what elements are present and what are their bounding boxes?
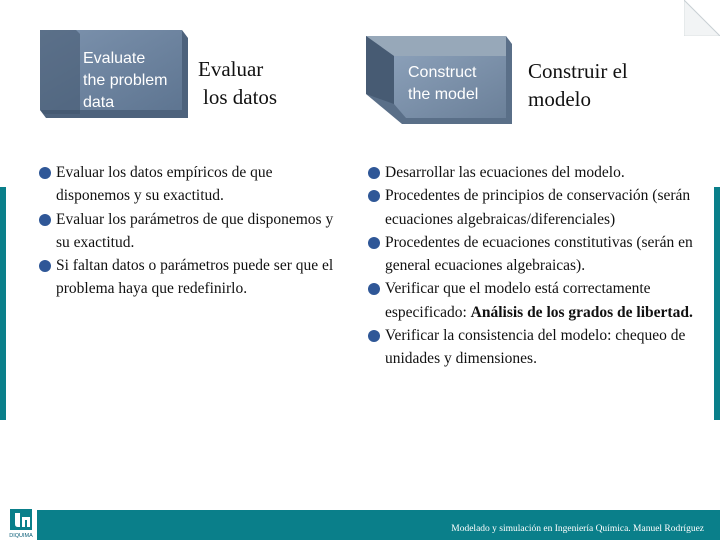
bullet-text: Desarrollar las ecuaciones del modelo. — [385, 164, 625, 181]
bullet-text: Si faltan datos o parámetros puede ser que el problema haya que redefinirlo. — [56, 257, 334, 298]
bullet-text: Procedentes de ecuaciones constitutivas (serán en general ecuaciones algebraicas). — [385, 233, 693, 275]
right-side-bar — [714, 187, 720, 420]
left-heading-line-2: los datos — [203, 85, 278, 109]
construct-model-box — [366, 36, 512, 126]
construct-box-line-2: the model — [408, 86, 479, 103]
corner-fold — [684, 0, 720, 36]
footer-text: Modelado y simulación en Ingeniería Química. Manuel Rodríguez — [451, 524, 704, 534]
list-item — [39, 161, 339, 208]
bullet-text: Evaluar los parámetros de que disponemos y su exactitud. — [56, 210, 334, 251]
svg-text:DIQUIMA: DIQUIMA — [9, 533, 33, 539]
diquima-logo — [6, 507, 36, 539]
bullet-text: Procedentes de principios de conservación (serán ecuaciones algebraicas/diferenciales) — [385, 187, 691, 228]
right-heading-line-2: modelo — [528, 87, 591, 111]
evaluate-data-box — [40, 30, 188, 120]
list-item — [368, 324, 704, 371]
construct-box-label — [408, 62, 478, 106]
list-item — [39, 208, 339, 255]
left-column-heading — [198, 55, 277, 111]
list-item — [368, 231, 704, 278]
evaluate-box-line-1: Evaluate — [83, 50, 146, 67]
right-heading-line-1: Construir el — [528, 59, 628, 83]
bullet-text: Verificar la consistencia del modelo: chequeo de unidades y dimensiones. — [385, 327, 686, 368]
evaluate-box-label — [83, 48, 168, 114]
right-column-heading — [528, 57, 628, 113]
bullet-dot-icon — [368, 283, 380, 295]
bullet-dot-icon — [368, 190, 380, 202]
left-side-bar — [0, 187, 6, 420]
construct-box-line-1: Construct — [408, 64, 477, 81]
bullet-dot-icon — [368, 167, 380, 179]
list-item — [368, 161, 704, 184]
evaluate-box-line-3: data — [83, 94, 115, 111]
list-item — [39, 254, 339, 301]
bullet-bold-text: Análisis de los grados de libertad. — [470, 303, 693, 321]
right-bullet-list — [368, 161, 704, 371]
evaluate-box-line-2: the problem — [83, 72, 168, 89]
list-item — [368, 277, 704, 324]
bullet-dot-icon — [39, 167, 51, 179]
footer-bar — [37, 510, 720, 540]
bullet-dot-icon — [39, 214, 51, 226]
left-heading-line-1: Evaluar — [198, 57, 264, 81]
bullet-dot-icon — [368, 237, 380, 249]
bullet-dot-icon — [368, 330, 380, 342]
bullet-dot-icon — [39, 260, 51, 272]
left-bullet-list — [39, 161, 339, 301]
list-item — [368, 184, 704, 231]
bullet-text: Verificar que el modelo está correctamente especificado: — [385, 280, 651, 321]
bullet-text: Evaluar los datos empíricos de que disponemos y su exactitud. — [56, 164, 273, 205]
